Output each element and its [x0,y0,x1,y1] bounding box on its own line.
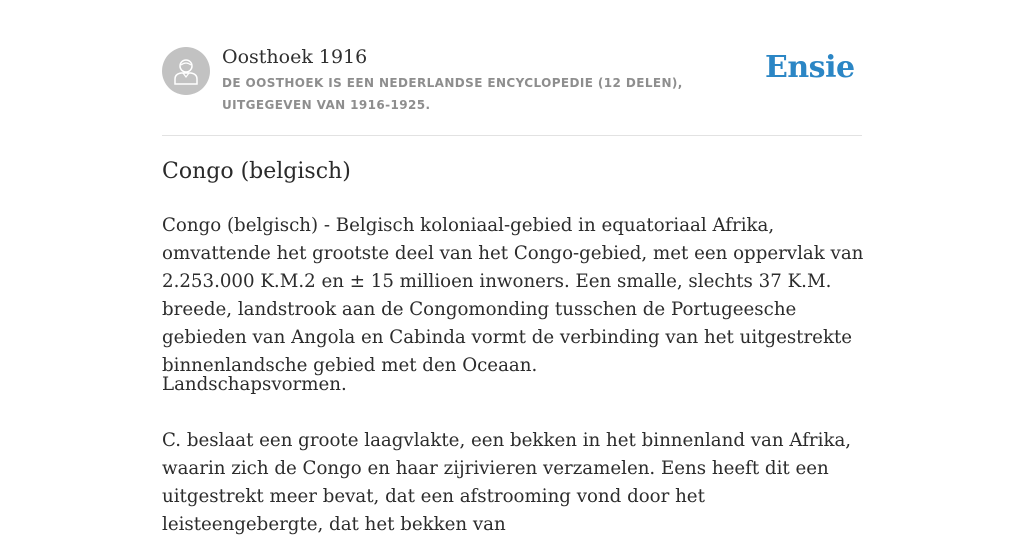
article-title: Congo (belgisch) [162,159,351,184]
source-title[interactable]: Oosthoek 1916 [222,46,368,68]
avatar[interactable] [162,47,210,95]
article-page [162,0,864,535]
article-paragraph-intro: Congo (belgisch) - Belgisch koloniaal-gebied in equatoriaal Afrika, omvattende het grootste deel van het Congo-gebied, met een oppervlak van 2.253.000 K.M.2 en ± 15 millioen inwoners. Een smalle, slechts 37 K.M. breede, landstrook aan de Congomonding tusschen de Portugeesche gebieden van Angola en Cabinda vormt de verbinding van het uitgestrekte binnenlandsche gebied met den Oceaan. [162,215,864,376]
source-description: DE OOSTHOEK IS EEN NEDERLANDSE ENCYCLOPEDIE (12 DELEN), UITGEGEVEN VAN 1916-1925. [222,76,683,112]
article-section-heading: Landschapsvormen. [162,374,347,395]
source-header [162,0,862,136]
article-paragraph-landscape: C. beslaat een groote laagvlakte, een bekken in het binnenland van Afrika, waarin zich de Congo en haar zijrivieren verzamelen. Eens heeft dit een uitgestrekt meer bevat, dat een afstrooming vond door het leisteengebergte, dat het bekken van [162,430,852,535]
user-icon [173,57,199,85]
ensie-logo[interactable]: Ensie [765,50,855,85]
